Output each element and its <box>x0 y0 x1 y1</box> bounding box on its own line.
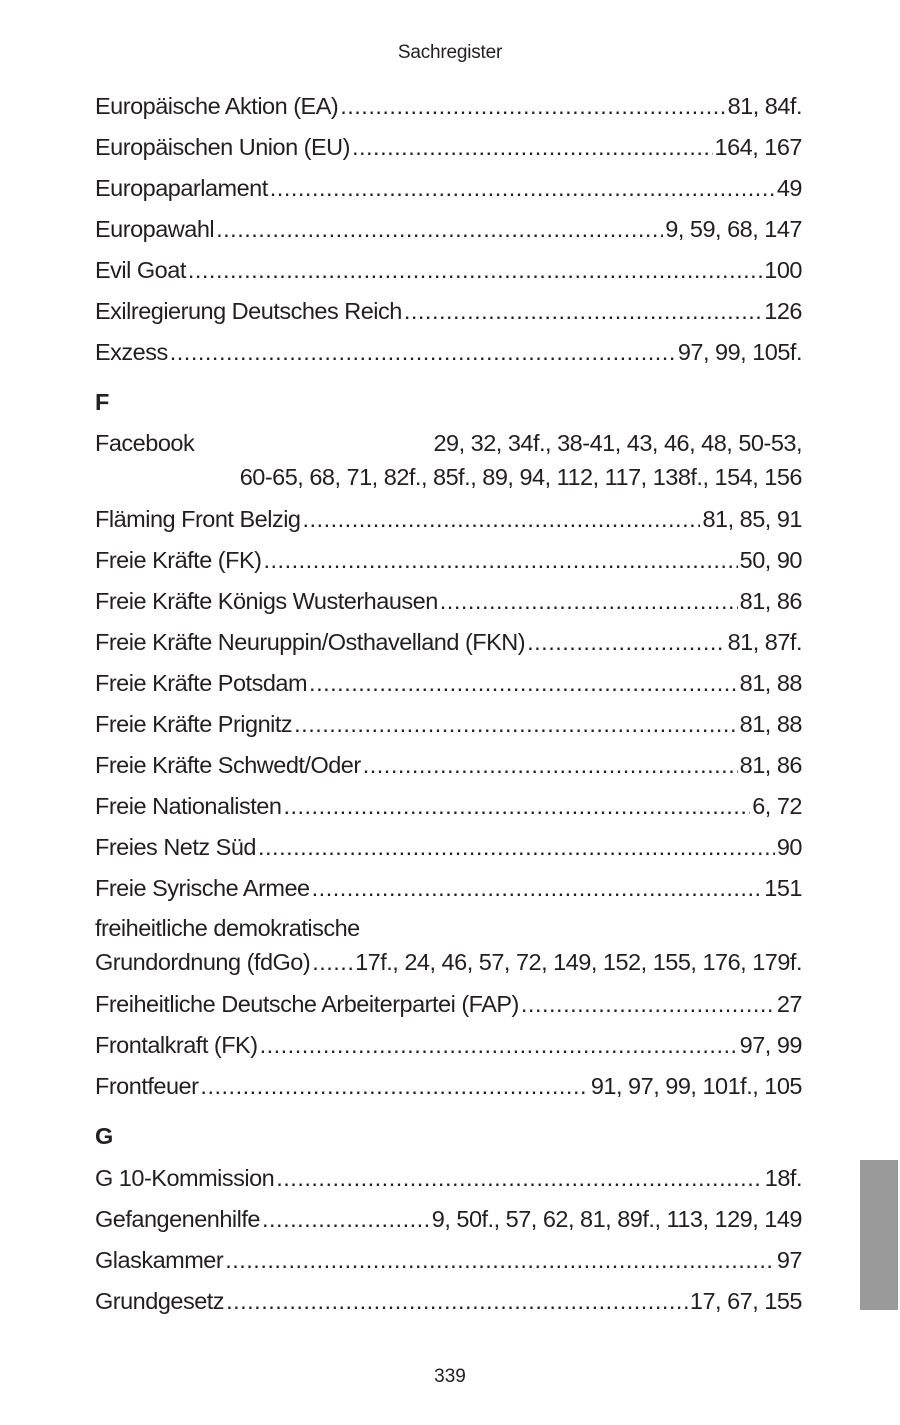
index-entry <box>95 706 802 747</box>
index-pages: 17f., 24, 46, 57, 72, 149, 152, 155, 176, 179f. <box>355 949 802 975</box>
index-pages: 81, 84f. <box>727 93 802 119</box>
index-pages: 17, 67, 155 <box>689 1288 802 1314</box>
running-header: Sachregister <box>397 42 503 63</box>
dot-leader <box>527 624 725 660</box>
thumb-index-tab <box>860 1160 898 1310</box>
section-heading-f: F <box>95 389 109 415</box>
index-term: Freie Kräfte Potsdam <box>95 670 308 696</box>
index-term-line1: freiheitliche demokratische <box>95 915 360 941</box>
dot-leader <box>276 1160 763 1196</box>
index-term: Freie Syrische Armee <box>95 875 310 901</box>
index-term: Freie Kräfte Neuruppin/Osthavelland (FKN) <box>95 629 526 655</box>
index-entry <box>95 665 802 706</box>
index-pages: 27 <box>776 991 802 1017</box>
index-term: Glaskammer <box>95 1247 224 1273</box>
index-pages: 151 <box>764 875 802 901</box>
index-term: Europaparlament <box>95 175 268 201</box>
index-entry <box>95 170 802 211</box>
index-term: Evil Goat <box>95 257 186 283</box>
dot-leader <box>294 706 738 742</box>
dot-leader <box>170 334 676 370</box>
index-pages: 81, 86 <box>739 588 802 614</box>
index-group-f2 <box>95 986 802 1109</box>
index-term: Facebook <box>95 430 195 456</box>
dot-leader <box>262 1201 430 1237</box>
index-entry <box>95 1027 802 1068</box>
dot-leader <box>260 1027 738 1063</box>
index-term: Freie Kräfte Schwedt/Oder <box>95 752 361 778</box>
index-pages: 126 <box>764 298 802 324</box>
index-term: Europäische Aktion (EA) <box>95 93 339 119</box>
index-entry-fdgo <box>95 911 802 979</box>
index-term: Freie Kräfte Prignitz <box>95 711 293 737</box>
index-content <box>95 88 802 1324</box>
index-entry-facebook <box>95 426 802 494</box>
index-term: Grundordnung (fdGo) <box>95 949 311 975</box>
index-entry <box>95 501 802 542</box>
index-term: Gefangenenhilfe <box>95 1206 260 1232</box>
index-group-g <box>95 1160 802 1324</box>
index-entry <box>95 88 802 129</box>
dot-leader <box>521 986 775 1022</box>
index-pages: 81, 88 <box>739 711 802 737</box>
index-entry <box>95 1242 802 1283</box>
index-pages-continued: 60-65, 68, 71, 82f., 85f., 89, 94, 112, 117, 138f., 154, 156 <box>239 464 802 490</box>
dot-leader <box>309 665 738 701</box>
index-pages: 81, 85, 91 <box>702 506 802 532</box>
index-entry <box>95 788 802 829</box>
dot-leader <box>363 747 738 783</box>
index-entry <box>95 1160 802 1201</box>
index-term: Europawahl <box>95 216 215 242</box>
index-entry <box>95 334 802 375</box>
dot-leader <box>340 88 725 124</box>
index-term: G 10-Kommission <box>95 1165 275 1191</box>
dot-leader <box>283 788 750 824</box>
index-pages: 81, 87f. <box>727 629 802 655</box>
section-heading-g: G <box>95 1123 113 1149</box>
dot-leader <box>216 211 663 247</box>
index-entry <box>95 986 802 1027</box>
index-pages: 6, 72 <box>752 793 802 819</box>
index-entry <box>95 542 802 583</box>
index-pages: 18f. <box>764 1165 802 1191</box>
page-number: 339 <box>434 1366 466 1387</box>
dot-leader <box>226 1283 688 1319</box>
index-entry <box>95 870 802 911</box>
index-term: Exzess <box>95 339 168 365</box>
dot-leader <box>200 1068 588 1104</box>
dot-leader <box>352 129 713 165</box>
index-term: Freies Netz Süd <box>95 834 256 860</box>
index-pages: 9, 59, 68, 147 <box>665 216 802 242</box>
index-entry <box>95 747 802 788</box>
index-pages: 100 <box>764 257 802 283</box>
index-pages: 90 <box>776 834 802 860</box>
dot-leader <box>404 293 762 329</box>
index-term: Freie Nationalisten <box>95 793 282 819</box>
index-entry <box>95 1283 802 1324</box>
index-group-f <box>95 501 802 911</box>
dot-leader <box>188 252 762 288</box>
index-pages: 91, 97, 99, 101f., 105 <box>590 1073 802 1099</box>
index-term: Freie Kräfte (FK) <box>95 547 262 573</box>
index-entry <box>95 624 802 665</box>
index-pages: 9, 50f., 57, 62, 81, 89f., 113, 129, 149 <box>431 1206 802 1232</box>
index-entry <box>95 252 802 293</box>
index-pages: 164, 167 <box>714 134 802 160</box>
index-term: Freiheitliche Deutsche Arbeiterpartei (FAP) <box>95 991 519 1017</box>
dot-leader <box>440 583 738 619</box>
index-term: Exilregierung Deutsches Reich <box>95 298 402 324</box>
index-entry <box>95 293 802 334</box>
index-pages: 81, 86 <box>739 752 802 778</box>
index-entry <box>95 829 802 870</box>
dot-leader <box>270 170 775 206</box>
dot-leader <box>312 870 763 906</box>
index-entry <box>95 1068 802 1109</box>
index-term: Grundgesetz <box>95 1288 225 1314</box>
dot-leader <box>312 945 353 979</box>
index-pages: 49 <box>776 175 802 201</box>
dot-leader <box>258 829 775 865</box>
index-term: Fläming Front Belzig <box>95 506 301 532</box>
index-entry <box>95 129 802 170</box>
index-group-e <box>95 88 802 375</box>
index-pages: 81, 88 <box>739 670 802 696</box>
index-term: Europäischen Union (EU) <box>95 134 350 160</box>
index-term: Frontalkraft (FK) <box>95 1032 258 1058</box>
dot-leader <box>303 501 701 537</box>
index-pages: 50, 90 <box>739 547 802 573</box>
index-entry <box>95 583 802 624</box>
index-entry <box>95 211 802 252</box>
dot-leader <box>225 1242 775 1278</box>
index-entry <box>95 1201 802 1242</box>
index-pages: 97, 99 <box>739 1032 802 1058</box>
index-pages: 29, 32, 34f., 38-41, 43, 46, 48, 50-53, <box>433 430 802 456</box>
index-term: Frontfeuer <box>95 1073 199 1099</box>
dot-leader <box>263 542 737 578</box>
index-pages: 97 <box>776 1247 802 1273</box>
index-term: Freie Kräfte Königs Wusterhausen <box>95 588 438 614</box>
index-pages: 97, 99, 105f. <box>677 339 802 365</box>
